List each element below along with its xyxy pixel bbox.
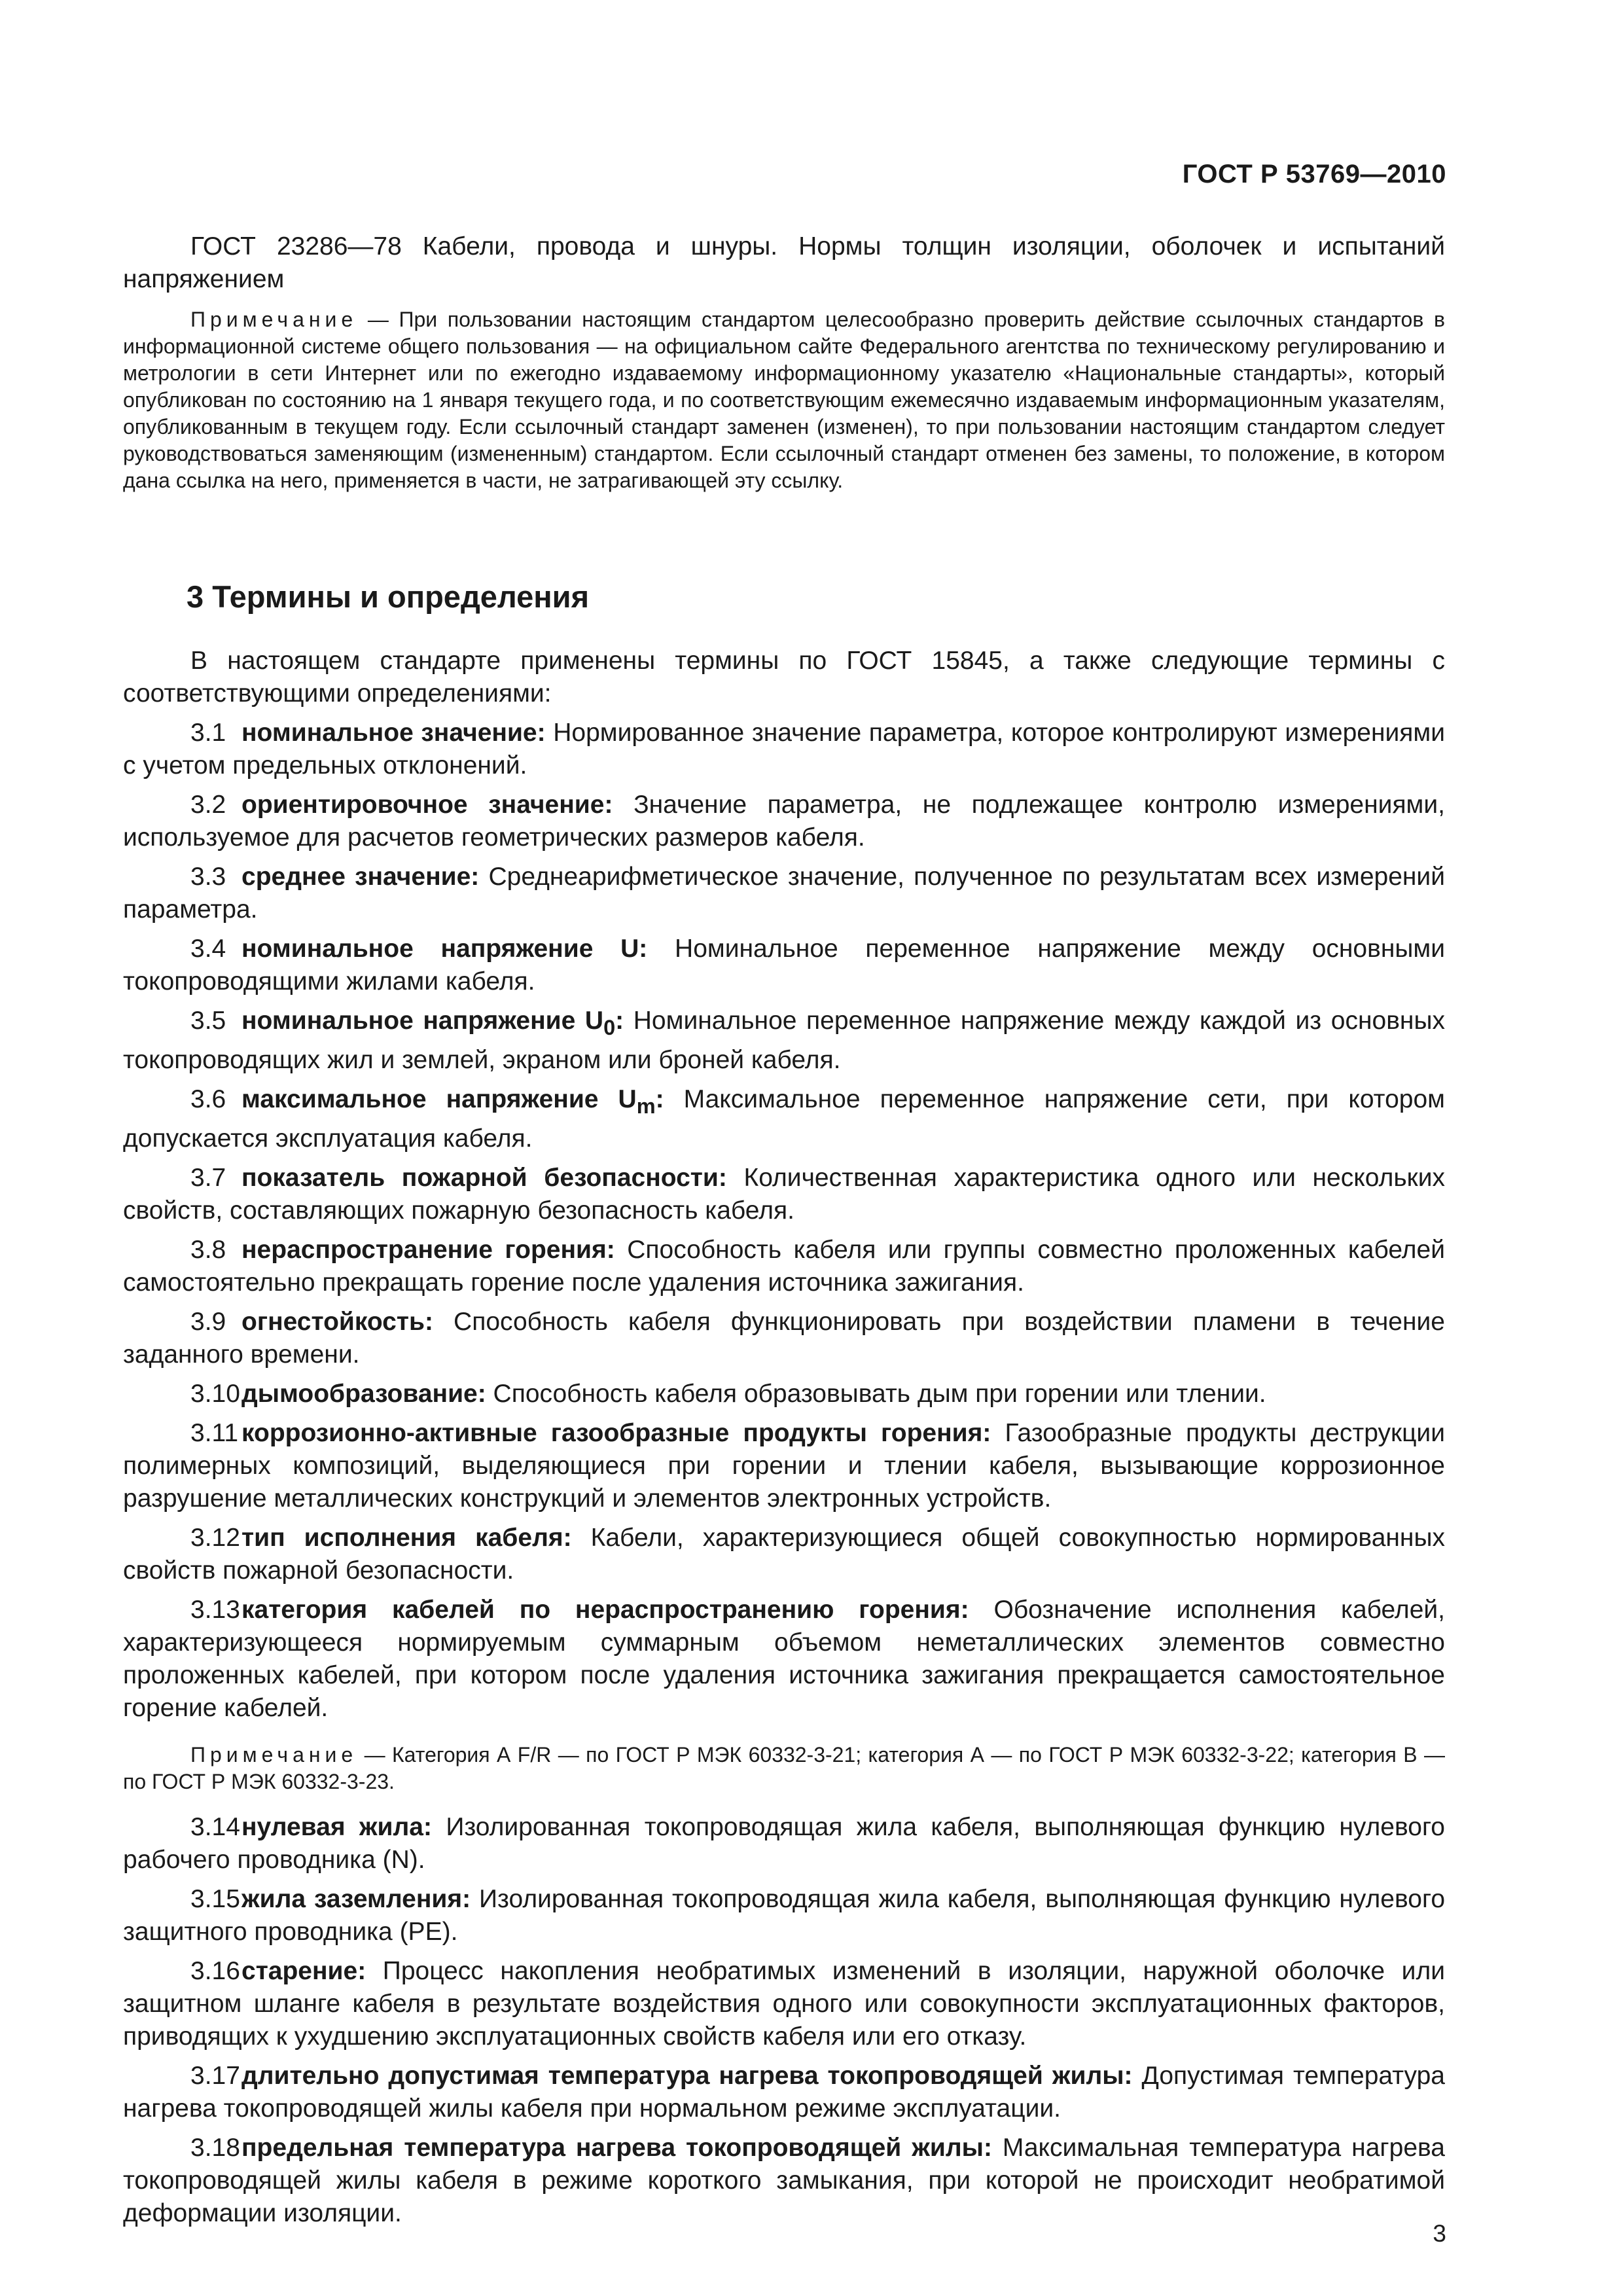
document-id: ГОСТ Р 53769—2010 xyxy=(1182,160,1446,188)
term-name: нераспространение горения: xyxy=(241,1235,615,1264)
term-text: Изолированная токопроводящая жила кабеля, выполняющая функцию нулевого рабочего проводника (N). xyxy=(123,1812,1445,1874)
term-text: Номинальное переменное напряжение между основными токопроводящими жилами кабеля. xyxy=(123,935,1445,996)
term-subscript: m xyxy=(636,1094,656,1118)
term-text: Нормированное значение параметра, которое контролируют измерениями с учетом предельных отклонений. xyxy=(123,719,1445,780)
term-name: тип исполнения кабеля: xyxy=(241,1523,572,1552)
term-definition xyxy=(123,789,1445,854)
term-name: старение: xyxy=(241,1956,366,1985)
term-number: 3.9 xyxy=(190,1307,226,1336)
term-name: номинальное напряжение U: xyxy=(241,935,648,963)
term-number: 3.3 xyxy=(190,863,226,891)
term-text: Обозначение исполнения кабелей, характеризующееся нормируемым суммарным объемом неметаллических элементов совместно проложенных кабелей, при котором после удаления источника зажигания прекращается самостоятельное горение кабелей. xyxy=(123,1595,1445,1722)
term-subscript: 0 xyxy=(603,1015,616,1039)
term-definition xyxy=(123,1883,1445,1948)
page-number: 3 xyxy=(1433,2220,1446,2247)
reference-entry: ГОСТ 23286—78 Кабели, провода и шнуры. Нормы толщин изоляции, оболочек и испытаний напряжением xyxy=(123,232,1445,293)
term-number: 3.1 xyxy=(190,719,226,747)
term-number: 3.13 xyxy=(190,1595,240,1624)
term-number: 3.10 xyxy=(190,1379,240,1408)
category-note xyxy=(123,1742,1445,1795)
term-text: Допустимая температура нагрева токопроводящей жилы кабеля при нормальном режиме эксплуатации. xyxy=(123,2061,1445,2123)
term-name: предельная температура нагрева токопроводящей жилы: xyxy=(241,2133,992,2162)
term-definition xyxy=(123,1083,1445,1155)
term-number: 3.15 xyxy=(190,1884,240,1913)
term-text: Способность кабеля функционировать при воздействии пламени в течение заданного времени. xyxy=(123,1307,1445,1369)
term-text: Кабели, характеризующиеся общей совокупностью нормированных свойств пожарной безопасности. xyxy=(123,1523,1445,1585)
term-definition xyxy=(123,1378,1445,1410)
term-name: номинальное значение: xyxy=(241,719,546,747)
term-number: 3.7 xyxy=(190,1163,226,1192)
term-text: Максимальное переменное напряжение сети, при котором допускается эксплуатация кабеля. xyxy=(123,1085,1445,1153)
term-definition xyxy=(123,1811,1445,1876)
term-name: жила заземления: xyxy=(241,1884,471,1913)
term-definition xyxy=(123,2132,1445,2230)
term-text: Среднеарифметическое значение, полученное по результатам всех измерений параметра. xyxy=(123,863,1445,924)
term-name: среднее значение: xyxy=(241,863,480,891)
term-list xyxy=(123,1811,1445,2230)
term-definition xyxy=(123,861,1445,926)
term-number: 3.8 xyxy=(190,1235,226,1264)
term-number: 3.6 xyxy=(190,1085,226,1113)
term-definition xyxy=(123,1955,1445,2053)
term-definition xyxy=(123,2060,1445,2125)
section-intro: В настоящем стандарте применены термины по ГОСТ 15845, а также следующие термины с соответствующими определениями: xyxy=(123,647,1445,708)
term-definition xyxy=(123,1522,1445,1587)
term-name: категория кабелей по нераспространению горения: xyxy=(241,1595,969,1624)
term-name: максимальное напряжение $U_m$: xyxy=(241,1085,664,1118)
term-definition xyxy=(123,1234,1445,1299)
term-text: Газообразные продукты деструкции полимерных композиций, выделяющиеся при горении и тлении кабеля, вызывающие коррозионное разрушение металлических конструкций и элементов электронных устройств. xyxy=(123,1418,1445,1513)
note-text: — При пользовании настоящим стандартом целесообразно проверить действие ссылочных стандартов в информационной системе общего пользования — на официальном сайте Федерального агентства по техническому регулированию и метрологии в сети Интернет или по ежегодно издаваемому информационному указателю «Национальные стандарты», который опубликован по состоянию на 1 января текущего года, и по соответствующим ежемесячно издаваемым информационным указателям, опубликованным в текущем году. Если ссылочный стандарт заменен (изменен), то при пользовании настоящим стандартом следует руководствоваться заменяющим (измененным) стандартом. Если ссылочный стандарт отменен без замены, то положение, в котором дана ссылка на него, применяется в части, не затрагивающей эту ссылку. xyxy=(123,308,1445,492)
term-number: 3.12 xyxy=(190,1523,240,1552)
term-list xyxy=(123,717,1445,1725)
term-definition xyxy=(123,717,1445,782)
term-name: огнестойкость: xyxy=(241,1307,433,1336)
term-number: 3.2 xyxy=(190,791,226,819)
term-text: Изолированная токопроводящая жила кабеля, выполняющая функцию нулевого защитного проводника (РЕ). xyxy=(123,1884,1446,1946)
term-definition xyxy=(123,1594,1445,1725)
term-name: коррозионно-активные газообразные продукты горения: xyxy=(241,1418,991,1447)
term-text: Номинальное переменное напряжение между каждой из основных токопроводящих жил и землей, экраном или броней кабеля. xyxy=(123,1007,1445,1074)
note-text: — Категория А F/R — по ГОСТ Р МЭК 60332-3-21; категория А — по ГОСТ Р МЭК 60332-3-22; категория В — по ГОСТ Р МЭК 60332-3-23. xyxy=(123,1742,1445,1793)
term-definition xyxy=(123,1005,1445,1077)
term-text: Максимальная температура нагрева токопроводящей жилы кабеля в режиме короткого замыкания, при которой не происходит необратимой деформации изоляции. xyxy=(123,2133,1445,2227)
term-name: нулевая жила: xyxy=(241,1812,432,1841)
definitions-body xyxy=(123,645,1445,2230)
note-label: Примечание xyxy=(190,308,358,331)
term-number: 3.17 xyxy=(190,2061,240,2090)
term-name: номинальное напряжение $U_0$: xyxy=(241,1007,624,1039)
term-text: Процесс накопления необратимых изменений в изоляции, наружной оболочке или защитном шланге кабеля в результате воздействия одного или совокупности эксплуатационных факторов, приводящих к ухудшению эксплуатационных свойств кабеля или его отказу. xyxy=(123,1956,1445,2051)
term-name: дымообразование: xyxy=(241,1379,486,1408)
term-text: Значение параметра, не подлежащее контролю измерениями, используемое для расчетов геометрических размеров кабеля. xyxy=(123,791,1445,852)
note-label: Примечание xyxy=(190,1742,358,1767)
term-name: показатель пожарной безопасности: xyxy=(241,1163,727,1192)
term-number: 3.14 xyxy=(190,1812,240,1841)
term-text: Способность кабеля образовывать дым при горении или тлении. xyxy=(486,1379,1266,1408)
term-name: ориентировочное значение: xyxy=(241,791,613,819)
term-number: 3.16 xyxy=(190,1956,240,1985)
term-text: Способность кабеля или группы совместно проложенных кабелей самостоятельно прекращать горение после удаления источника зажигания. xyxy=(123,1235,1445,1297)
term-number: 3.18 xyxy=(190,2133,240,2162)
section-title: 3 Термины и определения xyxy=(187,579,589,614)
term-definition xyxy=(123,1162,1445,1227)
term-text: Количественная характеристика одного или нескольких свойств, составляющих пожарную безопасность кабеля. xyxy=(123,1163,1445,1225)
term-number: 3.11 xyxy=(190,1418,239,1447)
term-number: 3.5 xyxy=(190,1007,226,1035)
note-paragraph xyxy=(123,306,1445,494)
term-name: длительно допустимая температура нагрева токопроводящей жилы: xyxy=(241,2061,1133,2090)
term-definition xyxy=(123,1417,1445,1515)
term-definition xyxy=(123,933,1445,998)
term-definition xyxy=(123,1306,1445,1371)
term-number: 3.4 xyxy=(190,935,226,963)
